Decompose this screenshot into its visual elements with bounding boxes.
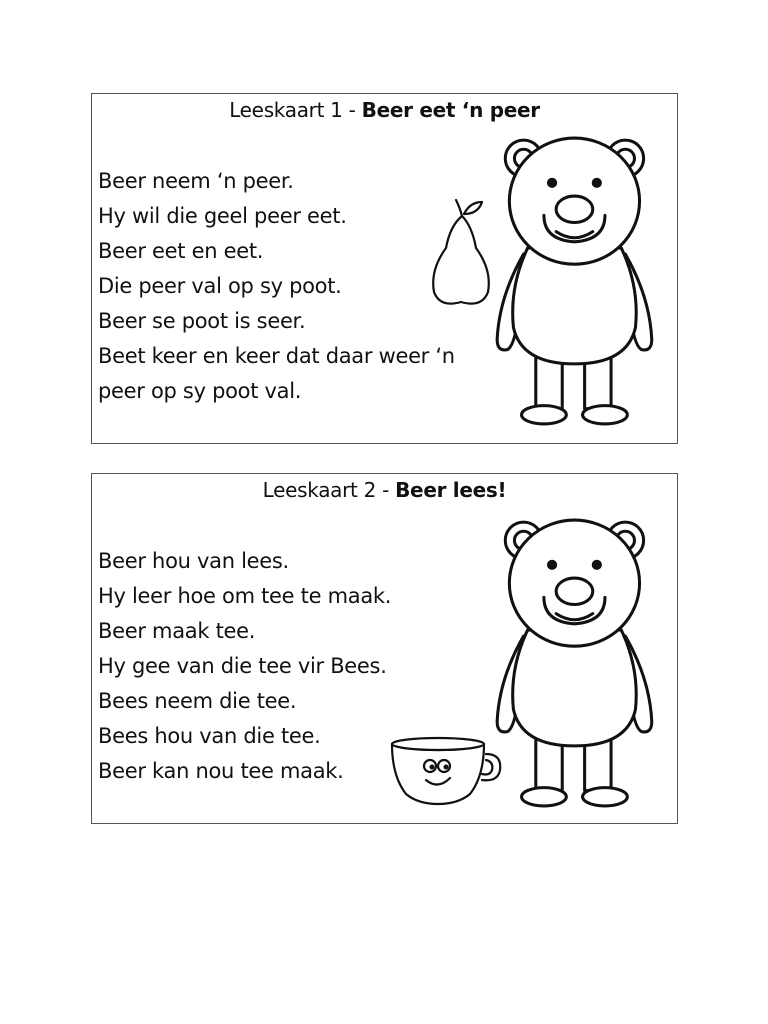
teacup-icon	[388, 736, 506, 808]
bear-icon	[490, 134, 665, 429]
card-1-title-prefix: Leeskaart 1 -	[229, 98, 362, 122]
card-2-line: Hy leer hoe om tee te maak.	[98, 584, 392, 608]
card-2-line: Beer hou van lees.	[98, 549, 289, 573]
card-1-text	[98, 164, 455, 409]
card-1-line: Hy wil die geel peer eet.	[98, 204, 347, 228]
card-2-line: Hy gee van die tee vir Bees.	[98, 654, 387, 678]
card-2-line: Beer kan nou tee maak.	[98, 759, 344, 783]
card-2-line: Beer maak tee.	[98, 619, 256, 643]
card-1-line: peer op sy poot val.	[98, 379, 302, 403]
card-2-text	[98, 544, 391, 789]
card-2-line: Bees neem die tee.	[98, 689, 297, 713]
card-2-title	[92, 478, 677, 502]
card-1-line: Beer eet en eet.	[98, 239, 264, 263]
card-2-line: Bees hou van die tee.	[98, 724, 321, 748]
card-1-line: Beer neem ‘n peer.	[98, 169, 294, 193]
reading-card-1	[91, 93, 678, 444]
card-1-line: Beer se poot is seer.	[98, 309, 306, 333]
pear-icon	[426, 198, 496, 310]
card-1-title-bold: Beer eet ‘n peer	[361, 98, 540, 122]
card-2-title-bold: Beer lees!	[395, 478, 507, 502]
card-2-title-prefix: Leeskaart 2 -	[262, 478, 396, 502]
card-1-line: Beet keer en keer dat daar weer ‘n	[98, 344, 455, 368]
card-1-title	[92, 98, 677, 122]
bear-icon	[490, 516, 665, 811]
reading-card-2	[91, 473, 678, 824]
card-1-line: Die peer val op sy poot.	[98, 274, 342, 298]
